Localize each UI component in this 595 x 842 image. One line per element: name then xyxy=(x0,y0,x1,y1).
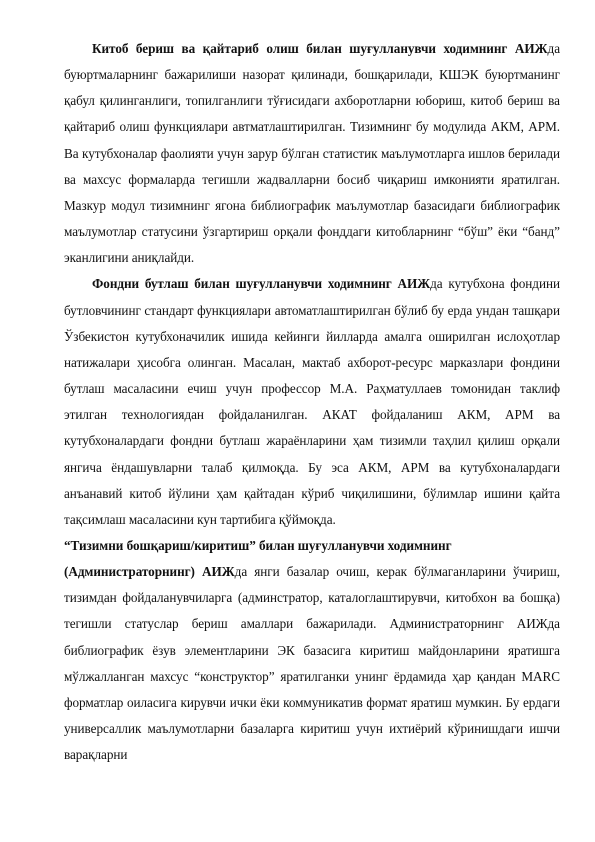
document-page xyxy=(64,36,560,768)
paragraph-administrator xyxy=(64,559,560,768)
section-heading-text: “Тизимни бошқариш/киритиш” билан шуғулланувчи ходимнинг xyxy=(64,537,452,553)
paragraph-text: да кутубхона фондини бутловчининг стандарт функциялари автоматлаштирилган бўлиб бу ерда ундан ташқари Ўзбекистон кутубхоначилик ишида кейинги йилларда амалга оширилган ислоҳотлар натижалари ҳисобга олинган. Масалан, мактаб ахборот-ресурс марказлари фондини бутлаш масаласини ечиш учун профессор М.А. Раҳматуллаев томонидан таклиф этилган технологиядан фойдаланилган. АКАТ фойдаланиш АКМ, АРМ ва кутубхоналардаги фондни бутлаш жараёнларини ҳам тизимли таҳлил қилиш орқали янгича ёндашувларни талаб қилмоқда. Бу эса АКМ, АРМ ва кутубхоналардаги анъанавий китоб йўлини ҳам қайтадан кўриб чиқилишини, бўлимлар ишини қайта тақсимлаш масаласини кун тартибига қўймоқда. xyxy=(64,276,560,527)
paragraph-fund-acquisition xyxy=(64,271,560,533)
paragraph-heading: (Администраторнинг) АИЖ xyxy=(64,564,235,580)
section-heading-system-admin xyxy=(64,533,560,559)
paragraph-text: да буюртмаларнинг бажарилиши назорат қилинади, бошқарилади, КШЭК буюртманинг қабул қилинганлиги, топилганлиги тўғисидаги ахборотларни юбориш, китоб бериш ва қайтариб олиш функциялари автматлаштирилган. Тизимнинг бу модулида АКМ, АРМ. Ва кутубхоналар фаолияти учун зарур бўлган статистик маълумотларга ишлов берилади ва махсус формаларда тегишли жадвалларни босиб чиқариш имконияти яратилган. Мазкур модул тизимнинг ягона библиографик маълумотлар базасидаги библиографик маълумотлар статусини ўзгартириш орқали фонддаги китобларнинг “бўш” ёки “банд” эканлигини аниқлайди. xyxy=(64,41,560,266)
paragraph-book-lending xyxy=(64,36,560,271)
paragraph-heading: Фондни бутлаш билан шуғулланувчи ходимнинг АИЖ xyxy=(92,276,431,292)
paragraph-heading: Китоб бериш ва қайтариб олиш билан шуғулланувчи ходимнинг АИЖ xyxy=(92,41,548,56)
paragraph-text: да янги базалар очиш, керак бўлмаганларини ўчириш, тизимдан фойдаланувчиларга (админстратор, каталоглаштирувчи, китобхон ва бошқа) тегишли статуслар бериш амаллари бажарилади. Администраторнинг АИЖда библиографик ёзув элементларини ЭК базасига киритиш майдонларини яратишга мўлжалланган махсус “конструктор” яратилганки унинг ёрдамида ҳар қандан MARC форматлар оиласига кирувчи ички ёки коммуникатив формат яратиш мумкин. Бу ердаги универсаллик маълумотларни базаларга киритиш учун ихтиёрий кўринишдаги ишчи варақларни xyxy=(64,564,561,763)
